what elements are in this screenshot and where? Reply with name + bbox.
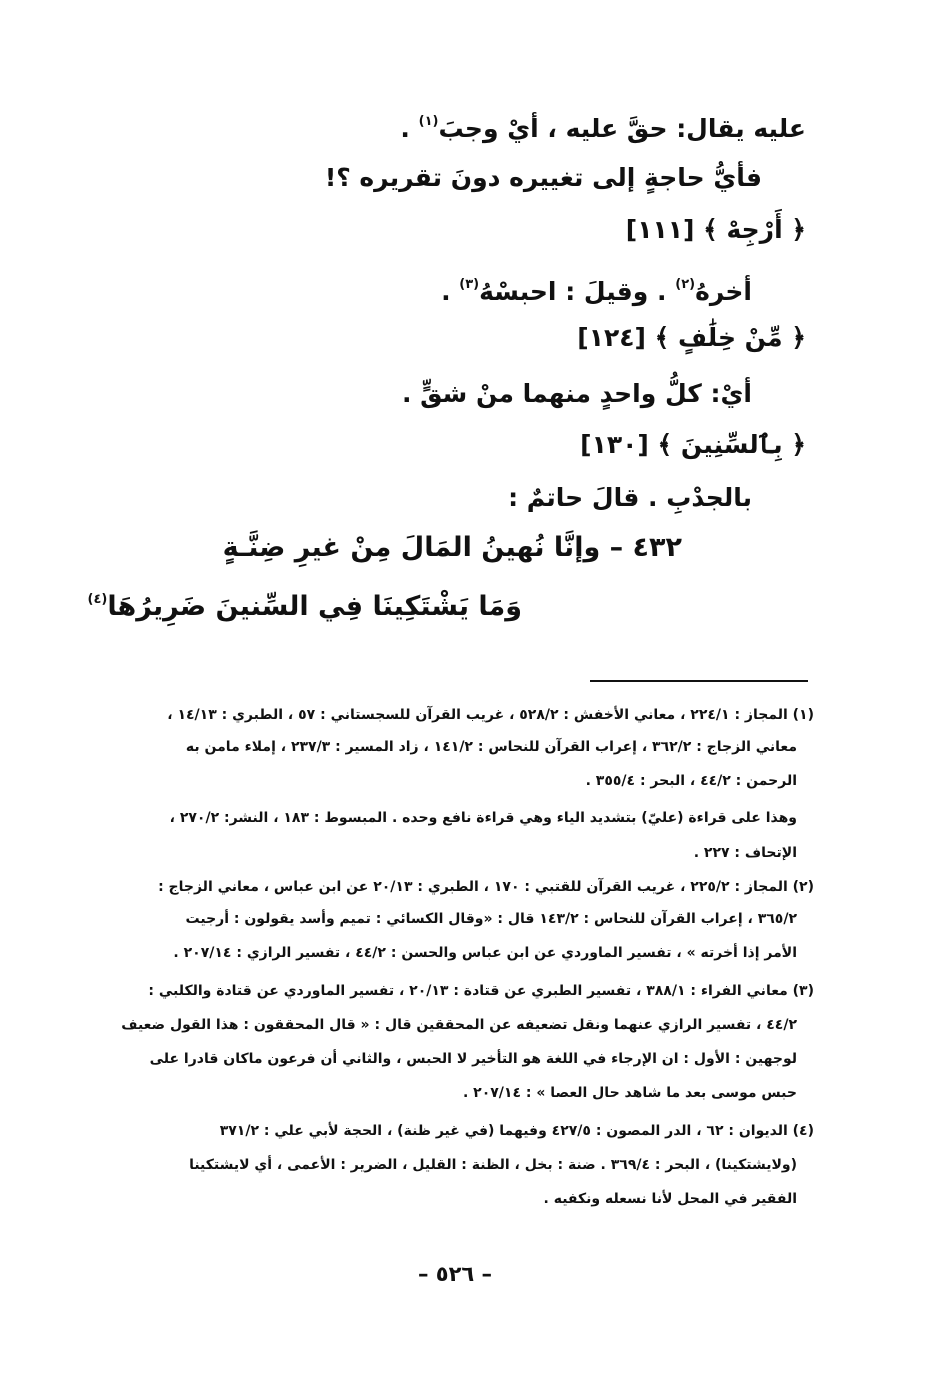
main-line-4: أخرهُ$^{(٢)}$ . وقيلَ : احبسْهُ$^{(٣)}$ . [441, 277, 752, 306]
footnote-separator [590, 680, 808, 682]
footnote-2-line-1: (٢) المجاز : ٢٢٥/٢ ، غريب القرآن للقتبي : ١٧٠ ، الطبري : ٢٠/١٣ عن ابن عباس ، معاني الزجاج : [158, 879, 814, 895]
footnote-4-line-1: (٤) الديوان : ٦٢ ، الدر المصون : ٤٢٧/٥ وفيهما (في غير ظنة) ، الحجة لأبي علي : ٣٧١/٢ [219, 1123, 814, 1139]
footnote-1-line-2: معاني الزجاج : ٣٦٢/٢ ، إعراب القرآن للنحاس : ١٤١/٢ ، زاد المسير : ٢٣٧/٣ ، إملاء مامن به [185, 739, 797, 755]
footnote-4-line-3: الفقير في المحل لأنا نسعله ونكفيه . [543, 1191, 797, 1207]
footnote-2-line-2: ٣٦٥/٢ ، إعراب القرآن للنحاس : ١٤٣/٢ قال : «وقال الكسائي : تميم وأسد يقولون : أرجيت [185, 911, 797, 927]
footnote-1-line-4: وهذا على قراءة (عليّ) بتشديد الياء وهي قراءة نافع وحده . المبسوط : ١٨٣ ، النشر: ٢٧٠/٢ ، [169, 810, 797, 826]
page-number: – ٥٢٦ – [417, 1262, 493, 1286]
footnote-3-line-2: ٤٤/٢ ، تفسير الرازي عنهما ونقل تضعيفه عن المحققين قال : « قال المحققون : هذا القول ضعيف [121, 1017, 797, 1033]
main-line-2: فأيُّ حاجةٍ إلى تغييره دونَ تقريره ؟! [324, 163, 762, 192]
poem-verse-second-hemistich: وَمَا يَشْتَكِينَا فِي السِّنينَ ضَرِيرُهَا$^{(٤)}$ [87, 591, 522, 622]
verse-heading-111: ﴿ أَرْجِهْ ﴾ [١١١] [625, 215, 806, 244]
footnote-1-line-1: (١) المجاز : ٢٢٤/١ ، معاني الأخفش : ٥٢٨/٢ ، غريب القرآن للسجستاني : ٥٧ ، الطبري : ١٤/١٣ ، [167, 707, 814, 723]
footnote-2-line-3: الأمر إذا أخرته » ، تفسير الماوردي عن ابن عباس والحسن : ٤٤/٢ ، تفسير الرازي : ٢٠٧/١٤ . [173, 945, 797, 961]
footnote-3-line-4: حبس موسى بعد ما شاهد حال العصا » : ٢٠٧/١٤ . [462, 1085, 797, 1101]
footnote-3-line-3: لوجهين : الأول : ان الإرجاء في اللغة هو التأخير لا الحبس ، والثاني أن فرعون ماكان قادرا على [149, 1051, 797, 1067]
main-line-6: أيْ: كلُّ واحدٍ منهما منْ شقٍّ . [401, 379, 752, 408]
footnote-3-line-1: (٣) معاني الفراء : ٣٨٨/١ ، تفسير الطبري عن قتادة : ٢٠/١٣ ، تفسير الماوردي عن قتادة والكلبي : [148, 983, 814, 999]
footnote-1-line-3: الرحمن : ٤٤/٢ ، البحر : ٣٥٥/٤ . [585, 773, 797, 789]
poem-verse-first-hemistich: ٤٣٢ – وإنَّا نُهينُ المَالَ مِنْ غيرِ ضِنَّـةٍ [222, 532, 682, 563]
footnote-ref: (٢) [675, 277, 696, 292]
footnote-ref: (١) [418, 114, 439, 129]
footnote-4-line-2: (ولايشتكينا) ، البحر : ٣٦٩/٤ . ضنة : بخل ، الظنة : القليل ، الضرير : الأعمى ، أي لايشتكينا [189, 1157, 797, 1173]
footnote-ref: (٤) [87, 592, 108, 607]
main-line-1: عليه يقال: حقَّ عليه ، أيْ وجبَ$^{(١)}$ . [400, 114, 806, 143]
verse-heading-130: ﴿ بِٱلسِّنِينَ ﴾ [١٣٠] [580, 430, 806, 459]
footnote-1-line-5: الإتحاف : ٢٢٧ . [693, 845, 797, 861]
footnote-ref: (٣) [459, 277, 480, 292]
main-line-8: بالجدْبِ . قالَ حاتمٌ : [508, 483, 752, 512]
verse-heading-124: ﴿ مِّنْ خِلَٰفٍ ﴾ [١٢٤] [577, 323, 806, 352]
